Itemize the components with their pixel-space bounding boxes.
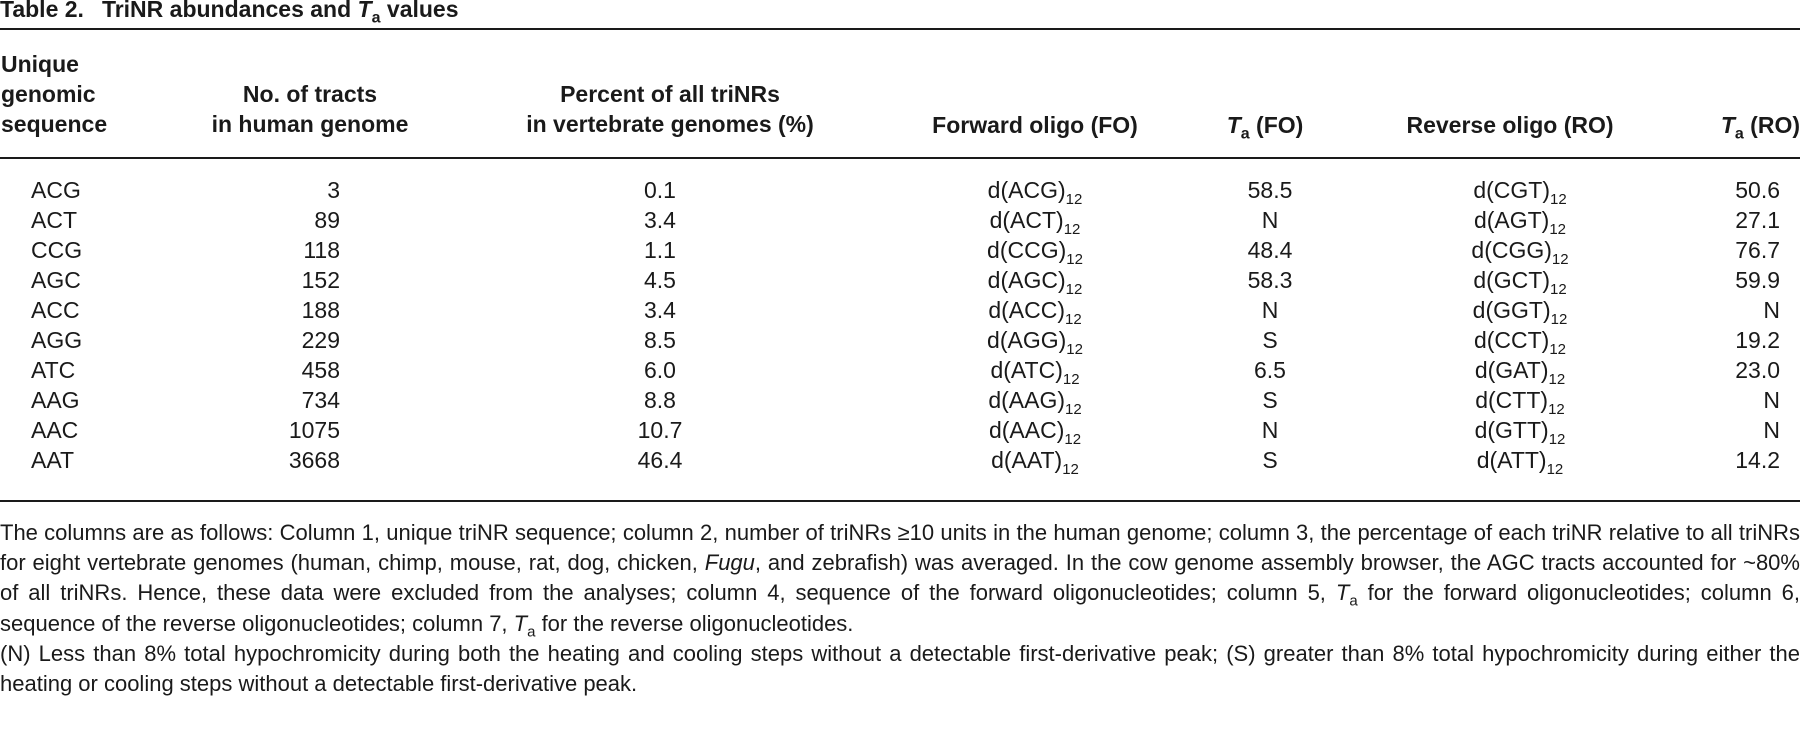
cell-reverse-oligo: $d(GTT)_{12}$ xyxy=(1474,417,1566,448)
cell-tracts: 458 xyxy=(301,357,340,383)
cell-tracts: 734 xyxy=(301,387,340,413)
cell-ta-fo: S xyxy=(1262,447,1278,473)
cell-tracts: 1075 xyxy=(288,417,340,443)
cell-ta-ro: 76.7 xyxy=(1735,237,1780,263)
cell-reverse-oligo: $d(CCT)_{12}$ xyxy=(1473,327,1567,358)
table-row xyxy=(0,175,1800,208)
cell-reverse-oligo: $d(GAT)_{12}$ xyxy=(1474,357,1566,388)
table-row xyxy=(0,385,1800,418)
cell-forward-oligo: $d(AGG)_{12}$ xyxy=(987,327,1083,358)
cell-percent: 0.1 xyxy=(644,177,676,203)
cell-ta-fo: 48.4 xyxy=(1247,237,1293,263)
cell-ta-ro: N xyxy=(1763,417,1780,443)
cell-ta-fo: N xyxy=(1261,417,1279,443)
cell-forward-oligo: $d(ACT)_{12}$ xyxy=(989,207,1081,238)
cell-percent: 3.4 xyxy=(644,297,676,323)
footnote-columns: The columns are as follows: Column 1, unique triNR sequence; column 2, number of triNRs ≥10 units in the human genome; column 3, the percentage of each triNR relative to all triNRs for eight vertebrate genomes (human, chimp, mouse, rat, dog, chicken, Fugu, and zebrafish) was averaged. In the cow genome assembly browser, the AGC tracts accounted for ~80% of all triNRs. Hence, these data were excluded from the analyses; column 4, sequence of the forward oligonucleotides; column 5, $T_a$ for the forward oligonucleotides; column 6, sequence of the reverse oligonucleotides; column 7, $T_a$ for the reverse oligonucleotides. xyxy=(0,520,1800,640)
cell-ta-fo: N xyxy=(1261,297,1279,323)
cell-percent: 8.5 xyxy=(644,327,676,353)
table-row xyxy=(0,295,1800,328)
cell-tracts: 229 xyxy=(301,327,340,353)
table-row xyxy=(0,445,1800,478)
cell-ta-fo: 6.5 xyxy=(1254,357,1286,383)
cell-reverse-oligo: $d(GGT)_{12}$ xyxy=(1472,297,1568,328)
cell-reverse-oligo: $d(CTT)_{12}$ xyxy=(1475,387,1565,418)
header-ta-ro: $T_a$ (RO) xyxy=(1720,112,1800,143)
table-row xyxy=(0,415,1800,448)
cell-ta-ro: 50.6 xyxy=(1735,177,1780,203)
header-percent: Percent of all triNRs in vertebrate genomes (%) xyxy=(526,81,814,137)
table-row xyxy=(0,235,1800,268)
cell-sequence: ACG xyxy=(31,177,81,203)
cell-sequence: AAC xyxy=(31,417,79,443)
cell-forward-oligo: $d(AAC)_{12}$ xyxy=(988,417,1082,448)
cell-ta-fo: 58.3 xyxy=(1247,267,1293,293)
table-body xyxy=(0,175,1800,478)
table-row xyxy=(0,265,1800,298)
cell-sequence: ATC xyxy=(31,357,76,383)
header-rule xyxy=(0,157,1800,159)
table-row xyxy=(0,205,1800,238)
header-ta-fo: $T_a$ (FO) xyxy=(1226,112,1304,143)
cell-percent: 4.5 xyxy=(644,267,676,293)
cell-forward-oligo: $d(AAG)_{12}$ xyxy=(988,387,1082,418)
cell-forward-oligo: $d(AGC)_{12}$ xyxy=(987,267,1083,298)
cell-reverse-oligo: $d(GCT)_{12}$ xyxy=(1473,267,1567,298)
cell-ta-fo: S xyxy=(1262,387,1278,413)
cell-reverse-oligo: $d(CGT)_{12}$ xyxy=(1473,177,1567,208)
cell-ta-ro: 23.0 xyxy=(1735,357,1780,383)
cell-tracts: 118 xyxy=(303,237,340,263)
table-label: Table 2. xyxy=(0,0,84,22)
cell-percent: 46.4 xyxy=(637,447,683,473)
cell-forward-oligo: $d(CCG)_{12}$ xyxy=(987,237,1083,268)
cell-ta-fo: S xyxy=(1262,327,1278,353)
cell-sequence: AGG xyxy=(31,327,83,353)
cell-ta-ro: 19.2 xyxy=(1735,327,1780,353)
cell-ta-ro: N xyxy=(1763,297,1780,323)
cell-percent: 10.7 xyxy=(637,417,683,443)
cell-reverse-oligo: $d(ATT)_{12}$ xyxy=(1476,447,1564,478)
cell-reverse-oligo: $d(CGG)_{12}$ xyxy=(1471,237,1569,268)
cell-forward-oligo: $d(AAT)_{12}$ xyxy=(991,447,1079,478)
cell-percent: 1.1 xyxy=(644,237,676,263)
table-caption xyxy=(0,0,459,28)
header-unique-sequence: Unique genomic sequence xyxy=(1,51,108,137)
cell-percent: 3.4 xyxy=(644,207,676,233)
cell-forward-oligo: $d(ACG)_{12}$ xyxy=(987,177,1083,208)
table-row xyxy=(0,325,1800,358)
bottom-rule xyxy=(0,500,1800,502)
cell-tracts: 3668 xyxy=(288,447,340,473)
footnote-codes: (N) Less than 8% total hypochromicity during both the heating and cooling steps without a detectable first-derivative peak; (S) greater than 8% total hypochromicity during either the heating or cooling steps without a detectable first-derivative peak. xyxy=(0,640,1800,697)
top-rule xyxy=(0,28,1800,30)
cell-sequence: AGC xyxy=(31,267,81,293)
cell-sequence: AAT xyxy=(31,447,75,473)
cell-forward-oligo: $d(ACC)_{12}$ xyxy=(988,297,1082,328)
header-forward-oligo: Forward oligo (FO) xyxy=(932,112,1138,138)
cell-ta-ro: 27.1 xyxy=(1735,207,1780,233)
cell-tracts: 188 xyxy=(301,297,340,323)
cell-sequence: ACT xyxy=(31,207,77,233)
cell-percent: 8.8 xyxy=(644,387,676,413)
cell-tracts: 152 xyxy=(301,267,340,293)
cell-reverse-oligo: $d(AGT)_{12}$ xyxy=(1473,207,1567,238)
cell-tracts: 3 xyxy=(327,177,340,203)
cell-forward-oligo: $d(ATC)_{12}$ xyxy=(990,357,1080,388)
cell-sequence: AAG xyxy=(31,387,80,413)
cell-percent: 6.0 xyxy=(644,357,676,383)
header-tract-count: No. of tracts in human genome xyxy=(211,81,409,137)
header-reverse-oligo: Reverse oligo (RO) xyxy=(1406,112,1614,138)
cell-ta-ro: N xyxy=(1763,387,1780,413)
table-row xyxy=(0,355,1800,388)
table-footnotes xyxy=(0,518,1800,699)
cell-ta-ro: 14.2 xyxy=(1735,447,1780,473)
cell-ta-fo: 58.5 xyxy=(1247,177,1293,203)
cell-ta-fo: N xyxy=(1261,207,1279,233)
cell-tracts: 89 xyxy=(314,207,340,233)
table-title: TriNR abundances and $T_a$ values xyxy=(101,0,459,27)
cell-sequence: ACC xyxy=(31,297,80,323)
cell-sequence: CCG xyxy=(31,237,83,263)
cell-ta-ro: 59.9 xyxy=(1735,267,1780,293)
